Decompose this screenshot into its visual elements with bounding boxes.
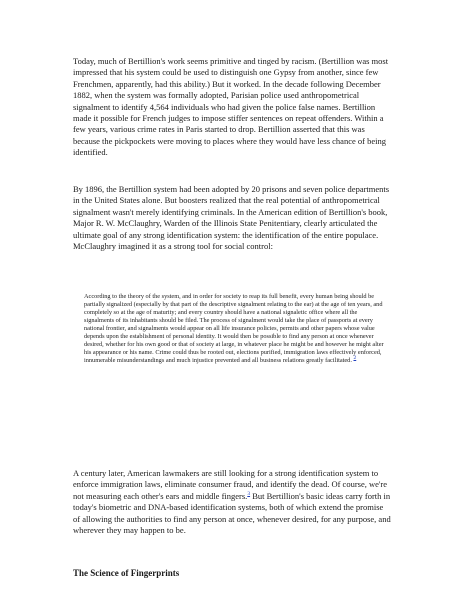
footnote-link-3[interactable]: 3 [247,490,251,497]
paragraph-century-later-part1: A century later, American lawmakers are still looking for a strong identification system to enforce immigration laws, eliminate consumer fraud, and identify the dead. Of course, we're not measuring each other's ears and middle fingers. [73,468,388,501]
footnote-link-2[interactable]: 2 [353,355,357,362]
paragraph-us-adoption: By 1896, the Bertillion system had been adopted by 20 prisons and seven police departments in the United States alone. But boosters realized that the real potential of anthropometrical signalment wasn't merely identifying criminals. In the American edition of Bertillion's book, Major R. W. McClaughry, Warden of the Illinois State Penitentiary, clearly articulated the ultimate goal of any strong identification system: the identification of the entire populace. McClaughry imagined it as a strong tool for social control: [73,184,390,252]
paragraph-bertillion-racism: Today, much of Bertillion's work seems primitive and tinged by racism. (Bertillion was most impressed that his system could be used to distinguish one Gypsy from another, since few Frenchmen, apparently, had this ability.) But it worked. In the decade following December 1882, when the system was formally adopted, Parisian police used anthropometrical signalment to identify 4,564 individuals who had given the police false names. Bertillion made it possible for French judges to impose stiffer sentences on repeat offenders. Within a few years, various crime rates in Paris started to drop. Bertillion asserted that this was because the pickpockets were moving to places where they would have less chance of being identified. [73,56,389,158]
quote-text: According to the theory of the system, and in order for society to reap its full benefit, every human being should be partially signalized (especially by that part of the descriptive signalment relating to the ear) at the age of ten years, and completely so at the age of maturity; and every country should have a national signaletic office where all the signalments of its inhabitants should be filed. The process of signalment would take the place of passports at every national frontier, and signalments would appear on all life insurance policies, permits and other papers whose value depends upon the establishment of personal identity. It would then be possible to find any person at once whenever desired, whether for his own good or that of society at large, in whatever place he might be and however he might alter his appearance or his name. Crime could thus be rooted out, elections purified, immigration laws effectively enforced, innumerable misunderstandings and much injustice prevented and all business relations greatly facilitated. [84,293,384,365]
paragraph-century-later-part2: But Bertillion's basic ideas carry forth in today's biometric and DNA-based identification systems, both of which extend the promise of allowing the authorities to find any person at once, whenever desired, for any purpose, and wherever they may happen to be. [73,490,391,536]
block-quote-mcclaughry [84,293,386,365]
paragraph-century-later [73,468,391,536]
section-heading-fingerprints: The Science of Fingerprints [73,568,180,578]
